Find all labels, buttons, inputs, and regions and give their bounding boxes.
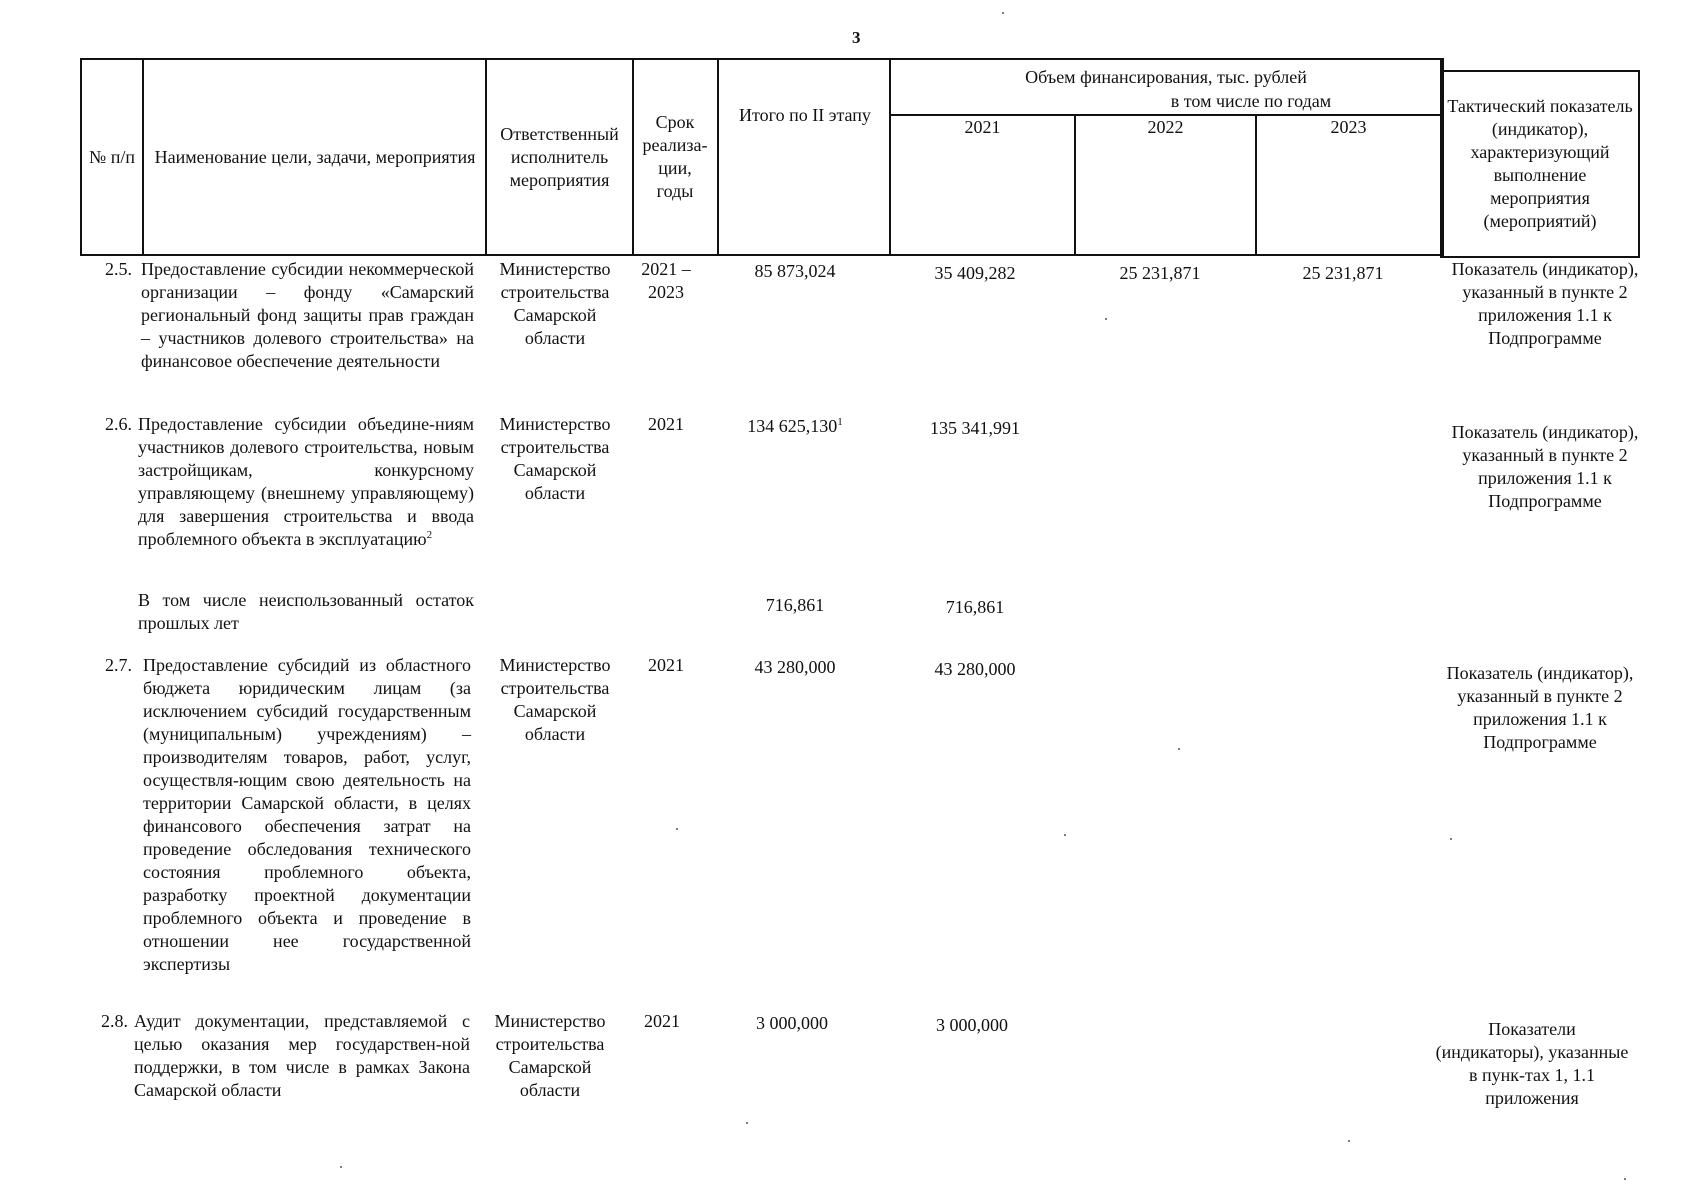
row-term: 2021 xyxy=(648,414,684,434)
header-total: Итого по II этапу xyxy=(739,105,871,125)
row-year-2021: 35 409,282 xyxy=(934,263,1016,283)
scan-speck xyxy=(1450,838,1452,840)
header-year-2021: 2021 xyxy=(964,117,1001,137)
row-number: 2.8. xyxy=(101,1011,128,1031)
row-name: Предоставление субсидии некоммерческой организации – фонду «Самарский региональный фонд защиты прав граждан – участников долевого строительства» на финансовое обеспечение деятельности xyxy=(141,259,474,371)
row-total: 85 873,024 xyxy=(754,261,836,281)
header-num: № п/п xyxy=(89,146,135,167)
scan-speck xyxy=(1105,318,1107,320)
row-year-2023: 25 231,871 xyxy=(1302,263,1384,283)
row-name: Предоставление субсидий из областного бюджета юридическим лицам (за исключением субсидий государственным (муниципальным) учреждениям) – производителям товаров, работ, услуг, осуществля-ющим свою деятельность на территории Самарской области, в целях финансового обеспечения затрат на проведение обследования технического состояния проблемного объекта, разработку проектной документации проблемного объекта и проведение в отношении нее государственной экспертизы xyxy=(143,655,471,974)
row-total: 716,861 xyxy=(765,595,825,615)
header-executor: Ответственный исполнитель мероприятия xyxy=(500,123,619,190)
row-executor: Министерство строительства Самарской области xyxy=(499,414,611,503)
row-indicator: Показатель (индикатор), указанный в пункте 2 приложения 1.1 к Подпрограмме xyxy=(1451,422,1639,511)
scan-speck xyxy=(340,1166,342,1168)
header-funding: Объем финансирования, тыс. рублей xyxy=(1025,67,1307,87)
row-number: 2.6. xyxy=(105,414,132,434)
header-year-2023: 2023 xyxy=(1330,117,1367,137)
scan-speck xyxy=(676,828,678,830)
row-indicator: Показатель (индикатор), указанный в пункте 2 приложения 1.1 к Подпрограмме xyxy=(1446,663,1634,752)
row-year-2022: 25 231,871 xyxy=(1119,263,1201,283)
scan-speck xyxy=(1002,12,1004,14)
row-term: 2021 – 2023 xyxy=(641,259,691,302)
row-year-2021: 3 000,000 xyxy=(936,1015,1008,1035)
page-number: 3 xyxy=(852,28,861,47)
row-term: 2021 xyxy=(648,655,684,675)
row-year-2021: 43 280,000 xyxy=(934,659,1016,679)
header-name: Наименование цели, задачи, мероприятия xyxy=(154,146,476,167)
row-year-2021: 135 341,991 xyxy=(930,418,1020,438)
scan-speck xyxy=(1064,834,1066,836)
row-indicator: Показатели (индикаторы), указанные в пунк-тах 1, 1.1 приложения xyxy=(1435,1019,1629,1108)
header-term: Срок реализа-ции, годы xyxy=(642,112,708,201)
row-number: 2.7. xyxy=(105,655,132,675)
row-total: 43 280,000 xyxy=(754,657,836,677)
row-number: 2.5. xyxy=(105,259,132,279)
scan-speck xyxy=(1624,1178,1626,1180)
header-indicator: Тактический показатель (индикатор), характеризующий выполнение мероприятия (мероприятий) xyxy=(1447,96,1633,231)
header-by-years: в том числе по годам xyxy=(1170,91,1332,111)
scan-speck xyxy=(1348,1140,1350,1142)
scan-speck xyxy=(746,1122,748,1124)
row-year-2021: 716,861 xyxy=(945,597,1005,617)
header-year-2022: 2022 xyxy=(1147,117,1184,137)
row-executor: Министерство строительства Самарской области xyxy=(499,655,611,744)
row-name: Аудит документации, представляемой с целью оказания мер государствен-ной поддержки, в том числе в рамках Закона Самарской области xyxy=(134,1011,470,1100)
row-name: Предоставление субсидии объедине-ниям участников долевого строительства, новым застройщикам, конкурсному управляющему (внешнему управляющему) для завершения строительства и ввода проблемного объекта в эксплуатацию$^2$ xyxy=(138,414,474,549)
scan-speck xyxy=(1178,748,1180,750)
row-executor: Министерство строительства Самарской области xyxy=(494,1011,606,1100)
row-term: 2021 xyxy=(644,1011,680,1031)
row-indicator: Показатель (индикатор), указанный в пункте 2 приложения 1.1 к Подпрограмме xyxy=(1451,259,1639,348)
row-total: 3 000,000 xyxy=(756,1013,828,1033)
row-executor: Министерство строительства Самарской области xyxy=(499,259,611,348)
row-name: В том числе неиспользованный остаток прошлых лет xyxy=(138,590,474,633)
row-total: 134 625,130$^1$ xyxy=(747,416,843,436)
table-header xyxy=(80,58,1444,256)
